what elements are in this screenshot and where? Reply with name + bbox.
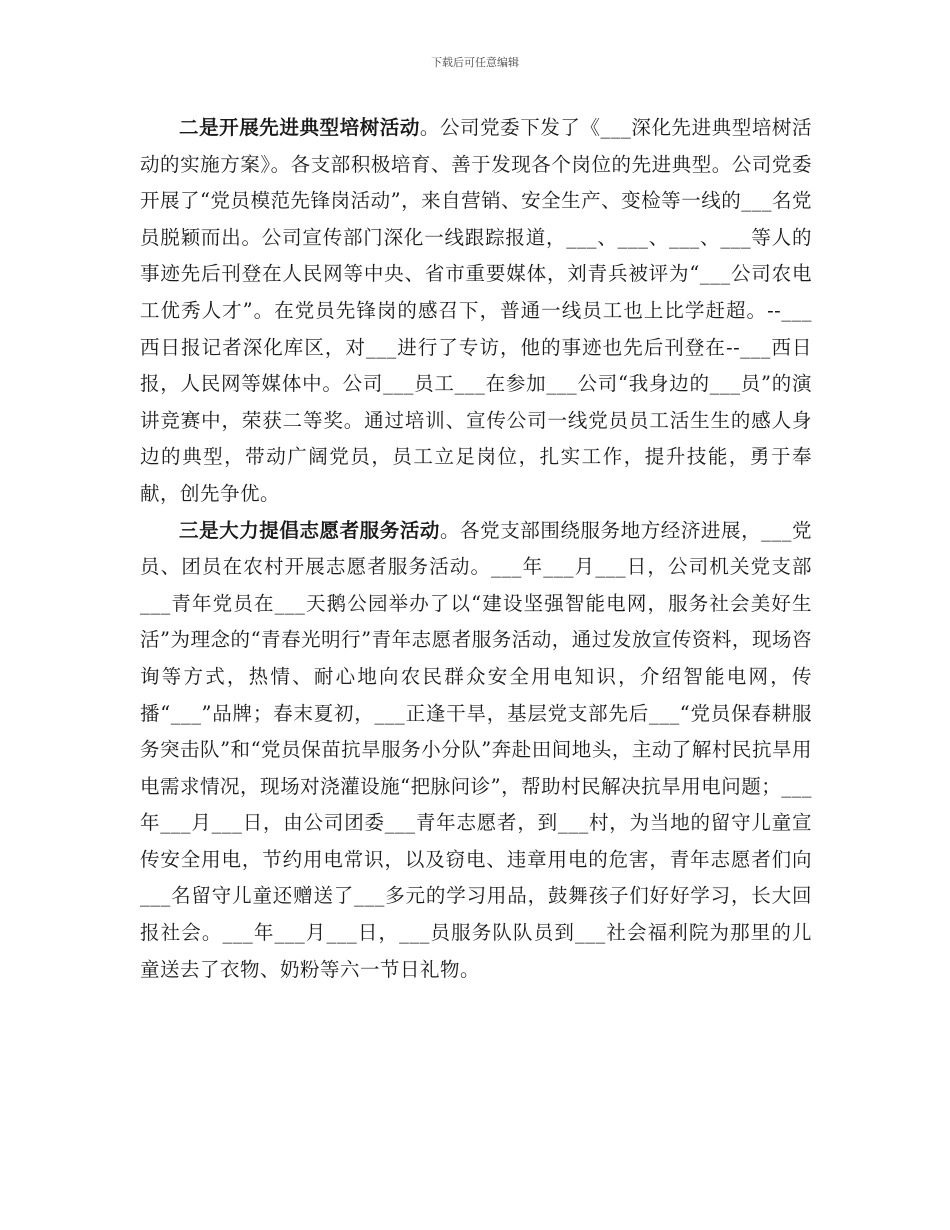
document-body	[140, 110, 812, 988]
paragraph-text: 。各党支部围绕服务地方经济进展，___党员、团员在农村开展志愿者服务活动。___年___月___日，公司机关党支部___青年党员在___天鹅公园举办了以“建设坚强智能电网，服务社会美好生活”为理念的“青春光明行”青年志愿者服务活动，通过发放宣传资料，现场咨询等方式，热情、耐心地向农民群众安全用电知识，介绍智能电网，传播“___”品牌；春末夏初，___正逢干旱，基层党支部先后___“党员保春耕服务突击队”和“党员保苗抗旱服务小分队”奔赴田间地头，主动了解村民抗旱用电需求情况，现场对浇灌设施“把脉问诊”，帮助村民解决抗旱用电问题；___年___月___日，由公司团委___青年志愿者，到___村，为当地的留守儿童宣传安全用电，节约用电常识，以及窃电、违章用电的危害，青年志愿者们向___名留守儿童还赠送了___多元的学习用品，鼓舞孩子们好好学习，长大回报社会。___年___月___日，___员服务队队员到___社会福利院为那里的儿童送去了衣物、奶粉等六一节日礼物。	[140, 518, 812, 981]
paragraph-advanced-models	[140, 110, 812, 513]
header-note: 下载后可任意编辑	[431, 56, 519, 69]
paragraph-lead-heading: 三是大力提倡志愿者服务活动	[179, 518, 440, 542]
paragraph-volunteer-service	[140, 513, 812, 989]
paragraph-text: 。公司党委下发了《___深化先进典型培树活动的实施方案》。各支部积极培育、善于发现各个岗位的先进典型。公司党委开展了“党员模范先锋岗活动”，来自营销、安全生产、变检等一线的___名党员脱颖而出。公司宣传部门深化一线跟踪报道，___、___、___、___等人的事迹先后刊登在人民网等中央、省市重要媒体，刘青兵被评为“___公司农电工优秀人才”。在党员先锋岗的感召下，普通一线员工也上比学赶超。--___西日报记者深化库区，对___进行了专访，他的事迹也先后刊登在--___西日报，人民网等媒体中。公司___员工___在参加___公司“我身边的___员”的演讲竞赛中，荣获二等奖。通过培训、宣传公司一线党员员工活生生的感人身边的典型，带动广阔党员，员工立足岗位，扎实工作，提升技能，勇于奉献，创先争优。	[140, 116, 812, 505]
paragraph-lead-heading: 二是开展先进典型培树活动	[179, 116, 420, 139]
